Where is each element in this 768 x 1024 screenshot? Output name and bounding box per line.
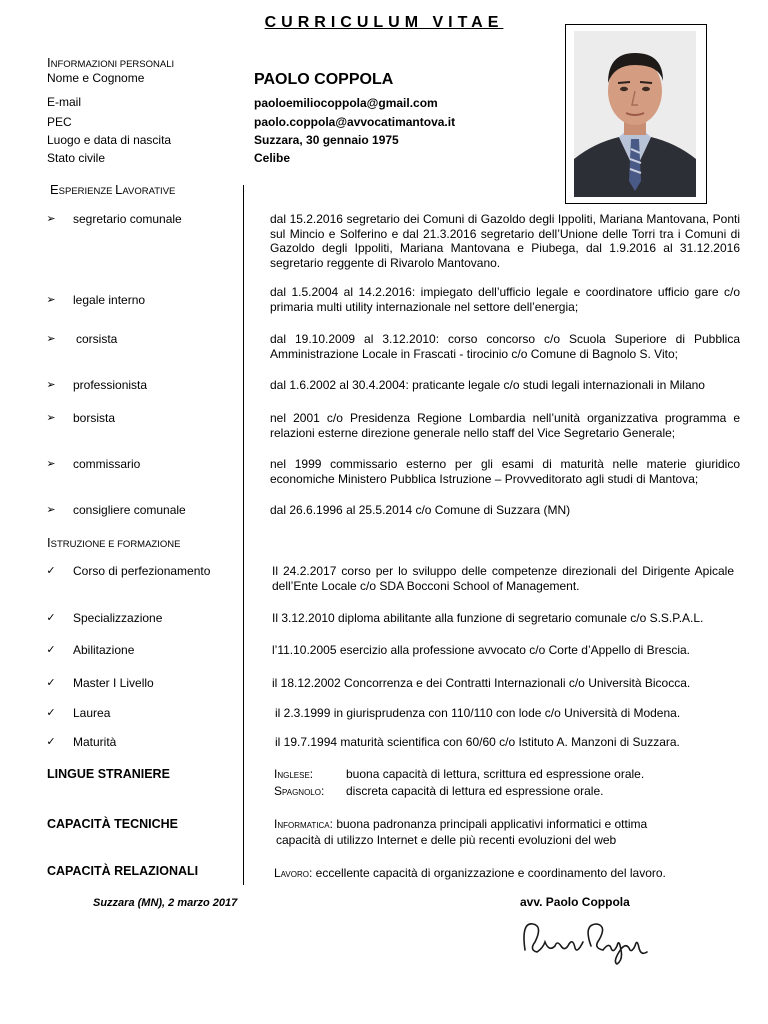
signature-icon [513,912,653,972]
experience-text: dal 1.6.2002 al 30.4.2004: praticante legale c/o studi legali internazionali in Milano [270,378,705,392]
relational-skills-text [274,866,666,880]
arrow-bullet-icon: ➢ [46,213,56,225]
checkmark-icon: ✓ [46,565,56,577]
checkmark-icon: ✓ [46,677,56,689]
arrow-bullet-icon: ➢ [46,333,56,345]
full-name: PAOLO COPPOLA [254,71,394,88]
experience-label: consigliere comunale [73,503,186,517]
document-title: CURRICULUM VITAE [264,14,504,31]
education-label: Laurea [73,706,111,720]
place-date: Suzzara (MN), 2 marzo 2017 [93,897,238,909]
civil-status-value: Celibe [254,151,291,165]
arrow-bullet-icon: ➢ [46,412,56,424]
pec-label: PEC [47,115,72,129]
technical-skills-text [274,817,647,831]
civil-status-label: Stato civile [47,151,106,165]
checkmark-icon: ✓ [46,736,56,748]
education-label: Corso di perfezionamento [73,564,211,578]
email-label: E-mail [47,95,82,109]
experience-label: borsista [73,411,116,425]
language-level: buona capacità di lettura, scrittura ed espressione orale. [346,767,645,781]
experience-label: commissario [73,457,141,471]
personal-info-heading: INFORMAZIONI PERSONALI [47,55,175,70]
education-label: Maturità [73,735,117,749]
technical-skills-heading: CAPACITÀ TECNICHE [47,817,179,831]
education-text: il 18.12.2002 Concorrenza e dei Contratti Internazionali c/o Università Bicocca. [272,676,691,690]
education-text: l’11.10.2005 esercizio alla professione avvocato c/o Corte d’Appello di Brescia. [272,643,691,657]
experience-label: segretario comunale [73,212,182,226]
education-text: il 2.3.1999 in giurisprudenza con 110/110 con lode c/o Università di Modena. [275,706,681,720]
education-label: Master I Livello [73,676,154,690]
education-label: Abilitazione [73,643,135,657]
languages-heading: LINGUE STRANIERE [47,767,170,781]
technical-skills-line2: capacità di utilizzo Internet e delle più recenti evoluzioni del web [276,833,617,847]
relational-skills-value: eccellente capacità di organizzazione e coordinamento del lavoro. [315,866,666,880]
experience-label: corsista [76,332,118,346]
name-label: Nome e Cognome [47,71,145,85]
relational-skills-key: Lavoro: [274,866,313,880]
experience-text: dal 1.5.2004 al 14.2.2016: impiegato dell’ufficio legale e coordinatore ufficio gare c/o primaria multi utility internazionale nel settore dell’energia; [270,285,740,314]
experience-text: nel 2001 c/o Presidenza Regione Lombardia nell’unità organizzativa programma e relazioni esterne direzione generale nello staff del Vice Segretario Generale; [270,411,740,440]
education-text: il 19.7.1994 maturità scientifica con 60/60 c/o Istituto A. Manzoni di Suzzara. [275,735,680,749]
language-name: Spagnolo: [274,784,325,798]
checkmark-icon: ✓ [46,644,56,656]
experience-text: nel 1999 commissario esterno per gli esami di maturità nelle materie giuridico economiche Ministero Pubblica Istruzione – Provveditorato agli studi di Mantova; [270,457,740,486]
portrait-image [574,31,696,197]
education-heading: ISTRUZIONE E FORMAZIONE [47,535,181,550]
experience-label: legale interno [73,293,146,307]
education-text: Il 3.12.2010 diploma abilitante alla funzione di segretario comunale c/o S.S.P.A.L. [272,611,704,625]
language-level: discreta capacità di lettura ed espressione orale. [346,784,604,798]
email-value[interactable]: paoloemiliocoppola@gmail.com [254,96,438,110]
arrow-bullet-icon: ➢ [46,294,56,306]
checkmark-icon: ✓ [46,707,56,719]
relational-skills-heading: CAPACITÀ RELAZIONALI [47,864,199,878]
experience-heading: ESPERIENZE LAVORATIVE [50,182,176,197]
education-text: Il 24.2.2017 corso per lo sviluppo delle competenze direzionali del Dirigente Apicale dell’Ente Locale c/o SDA Bocconi School of Management. [272,564,734,593]
signature-name: avv. Paolo Coppola [520,895,630,909]
experience-label: professionista [73,378,148,392]
birth-label: Luogo e data di nascita [47,133,172,147]
handwritten-signature [513,912,653,972]
profile-photo [565,24,707,204]
technical-skills-line1: buona padronanza principali applicativi informatici e ottima [336,817,648,831]
experience-text: dal 26.6.1996 al 25.5.2014 c/o Comune di Suzzara (MN) [270,503,571,517]
arrow-bullet-icon: ➢ [46,504,56,516]
arrow-bullet-icon: ➢ [46,458,56,470]
language-name: Inglese: [274,767,314,781]
checkmark-icon: ✓ [46,612,56,624]
column-divider [243,185,244,885]
experience-text: dal 15.2.2016 segretario dei Comuni di Gazoldo degli Ippoliti, Mariana Mantovana, Ponti sul Mincio e Solferino e dal 21.3.2016 segretario dell’Unione delle Torri tra i Comuni di Gazoldo degli Ippoliti, Mariana Mantovana e Piubega, dal 1.9.2016 al 31.12.2016 segretario reggente di Rivarolo Mantovano. [270,212,740,270]
education-label: Specializzazione [73,611,163,625]
arrow-bullet-icon: ➢ [46,379,56,391]
birth-value: Suzzara, 30 gennaio 1975 [254,133,399,147]
technical-skills-key: Informatica: [274,817,333,831]
experience-text: dal 19.10.2009 al 3.12.2010: corso concorso c/o Scuola Superiore di Pubblica Amministrazione Locale in Frascati - tirocinio c/o Comune di Bagnolo S. Vito; [270,332,740,361]
pec-value[interactable]: paolo.coppola@avvocatimantova.it [254,115,456,129]
